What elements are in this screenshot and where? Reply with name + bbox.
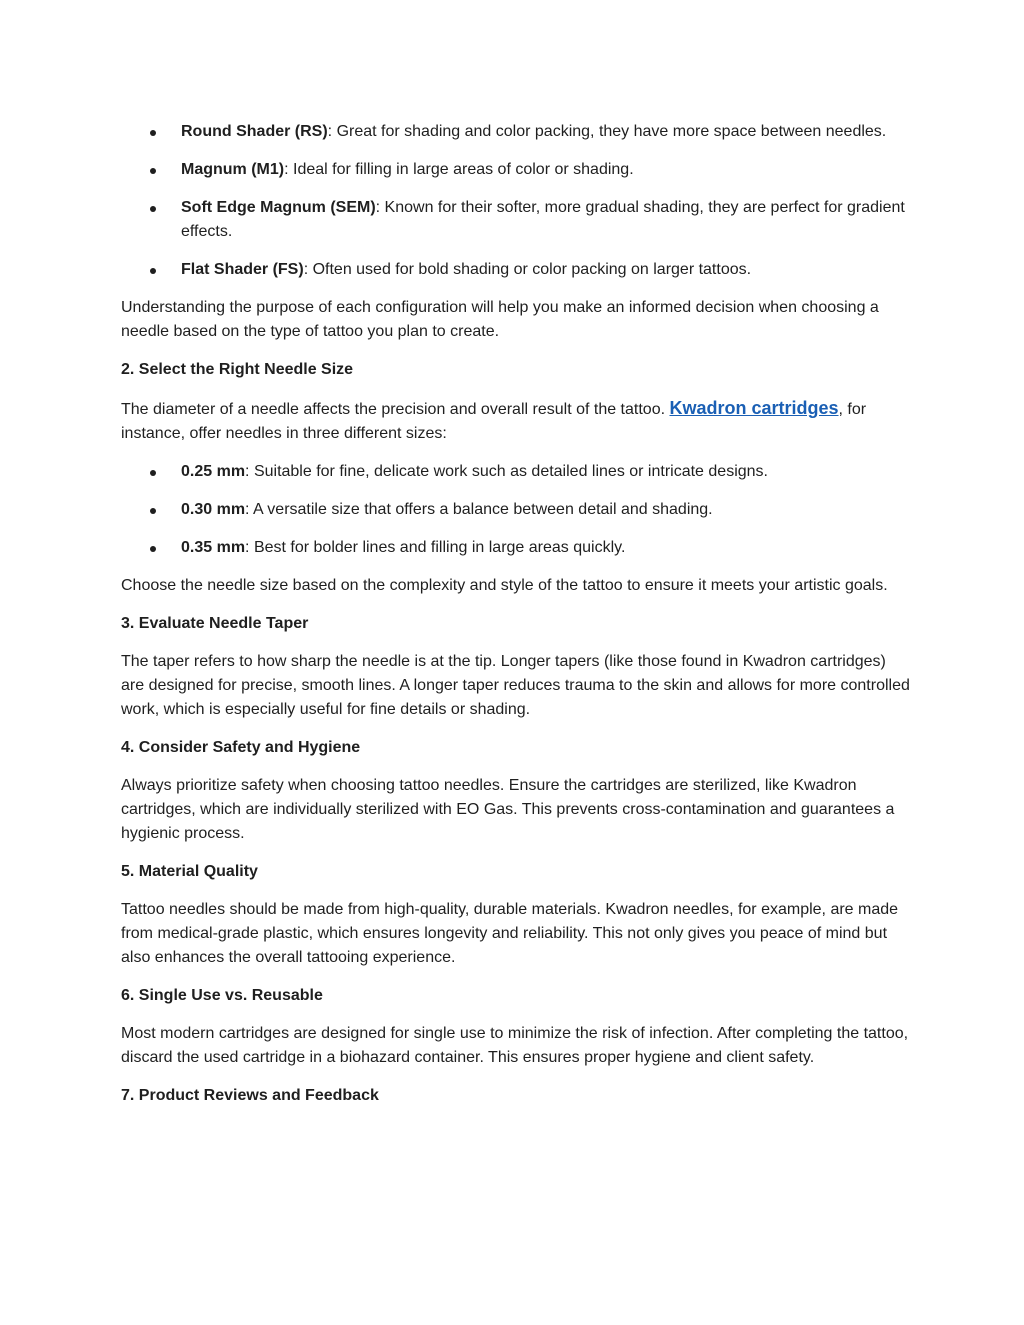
list-item-term: Flat Shader (FS) bbox=[181, 261, 304, 278]
paragraph: Always prioritize safety when choosing tattoo needles. Ensure the cartridges are sterilized, like Kwadron cartridges, which are individually sterilized with EO Gas. This prevents cross-contamination and guarantees a hygienic process. bbox=[121, 777, 895, 842]
list-item-term: Round Shader (RS) bbox=[181, 123, 328, 140]
paragraph: Tattoo needles should be made from high-quality, durable materials. Kwadron needles, for example, are made from medical-grade plastic, which ensures longevity and reliability. This not only gives you peace of mind but also enhances the overall tattooing experience. bbox=[121, 901, 899, 966]
paragraph-text: , for instance, offer needles in three different sizes: bbox=[121, 401, 867, 442]
section-heading: 3. Evaluate Needle Taper bbox=[121, 615, 309, 632]
bullet-icon bbox=[150, 168, 156, 174]
paragraph: Understanding the purpose of each configuration will help you make an informed decision when choosing a needle based on the type of tattoo you plan to create. bbox=[121, 299, 879, 340]
list-item bbox=[121, 258, 911, 282]
bullet-icon bbox=[150, 268, 156, 274]
configuration-list bbox=[121, 120, 911, 282]
list-item-desc: : Often used for bold shading or color packing on larger tattoos. bbox=[303, 261, 752, 278]
list-item bbox=[121, 196, 911, 244]
list-item-term: 0.35 mm bbox=[181, 539, 246, 556]
needle-size-list bbox=[121, 460, 911, 560]
list-item-term: 0.25 mm bbox=[181, 463, 246, 480]
list-item-desc: : A versatile size that offers a balance between detail and shading. bbox=[245, 501, 713, 518]
section-heading: 2. Select the Right Needle Size bbox=[121, 361, 354, 378]
bullet-icon bbox=[150, 470, 156, 476]
list-item-desc: : Best for bolder lines and filling in large areas quickly. bbox=[245, 539, 626, 556]
document-content bbox=[121, 120, 911, 1122]
section-heading: 6. Single Use vs. Reusable bbox=[121, 987, 323, 1004]
section-heading: 5. Material Quality bbox=[121, 863, 258, 880]
section-heading: 7. Product Reviews and Feedback bbox=[121, 1087, 379, 1104]
paragraph: The taper refers to how sharp the needle is at the tip. Longer tapers (like those found in Kwadron cartridges) are designed for precise, smooth lines. A longer taper reduces trauma to the skin and allows for more controlled work, which is especially useful for fine details or shading. bbox=[121, 653, 910, 718]
list-item bbox=[121, 498, 911, 522]
paragraph: Most modern cartridges are designed for single use to minimize the risk of infection. After completing the tattoo, discard the used cartridge in a biohazard container. This ensures proper hygiene and client safety. bbox=[121, 1025, 909, 1066]
section-heading: 4. Consider Safety and Hygiene bbox=[121, 739, 361, 756]
list-item-term: Soft Edge Magnum (SEM) bbox=[181, 199, 376, 216]
list-item-desc: : Known for their softer, more gradual shading, they are perfect for gradient effects. bbox=[181, 199, 905, 240]
paragraph: Choose the needle size based on the complexity and style of the tattoo to ensure it meets your artistic goals. bbox=[121, 577, 888, 594]
bullet-icon bbox=[150, 508, 156, 514]
bullet-icon bbox=[150, 130, 156, 136]
list-item-desc: : Great for shading and color packing, they have more space between needles. bbox=[327, 123, 887, 140]
list-item-term: 0.30 mm bbox=[181, 501, 246, 518]
list-item bbox=[121, 536, 911, 560]
list-item-desc: : Suitable for fine, delicate work such as detailed lines or intricate designs. bbox=[245, 463, 768, 480]
list-item-desc: : Ideal for filling in large areas of color or shading. bbox=[284, 161, 634, 178]
list-item-term: Magnum (M1) bbox=[181, 161, 285, 178]
bullet-icon bbox=[150, 206, 156, 212]
bullet-icon bbox=[150, 546, 156, 552]
paragraph-text: The diameter of a needle affects the precision and overall result of the tattoo. bbox=[121, 401, 670, 418]
paragraph bbox=[121, 396, 911, 446]
kwadron-cartridges-link[interactable]: Kwadron cartridges bbox=[669, 398, 839, 418]
list-item bbox=[121, 158, 911, 182]
list-item bbox=[121, 460, 911, 484]
list-item bbox=[121, 120, 911, 144]
